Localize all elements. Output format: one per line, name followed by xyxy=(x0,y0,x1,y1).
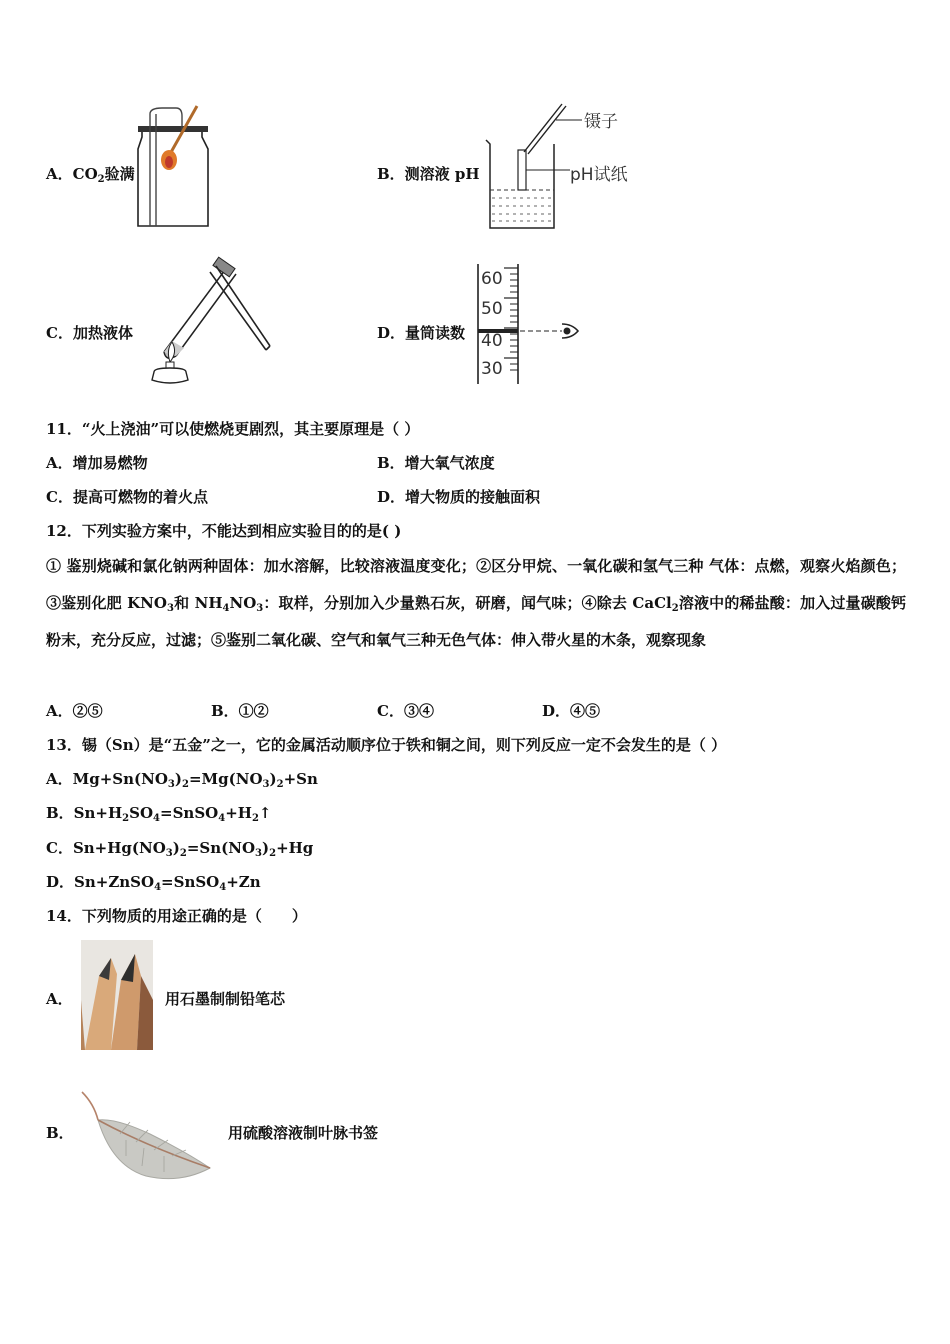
scale-tick-label: 40 xyxy=(481,331,503,351)
eye-icon xyxy=(562,324,578,338)
gas-bottle-figure xyxy=(130,104,220,229)
beaker-ph-figure xyxy=(480,100,630,232)
q12-option-d: D．④⑤ xyxy=(542,702,601,720)
q10-option-b: B．测溶液 pH xyxy=(377,165,480,183)
q11-stem: 11．“火上浇油”可以使燃烧更剧烈，其主要原理是（ ） xyxy=(46,420,420,438)
q11-option-b: B．增大氧气浓度 xyxy=(377,454,495,472)
q12-option-b: B．①② xyxy=(211,702,269,720)
ph-paper-label: pH试纸 xyxy=(570,165,628,185)
option-letter: A． xyxy=(46,165,73,183)
q12-option-a: A．②⑤ xyxy=(46,702,103,720)
q11-option-a: A．增加易燃物 xyxy=(46,454,148,472)
q14-option-a-text: 用石墨制制铅笔芯 xyxy=(165,990,286,1008)
q13-option-c: C．$Sn+Hg(NO_3)_2=Sn(NO_3)_2+Hg$ xyxy=(46,839,314,859)
scale-tick-label: 30 xyxy=(481,359,503,379)
leaf-skeleton-photo xyxy=(76,1090,212,1188)
q10-option-a: A．$CO_2$验满 xyxy=(46,165,135,185)
q13-option-d: D．Sn+ZnSO$_4$=SnSO$_4$+Zn xyxy=(46,873,261,893)
q10-option-d: D．量筒读数 xyxy=(377,324,466,342)
graduated-cylinder-figure xyxy=(474,262,586,386)
q12-statement: ① 鉴别烧碱和氯化钠两种固体：加水溶解，比较溶液温度变化；②区分甲烷、一氧化碳和氢气三种 气体：点燃，观察火焰颜色；③鉴别化肥 $KNO_3$和 $NH_4NO_3$：取样，分别加入少量熟石灰，研磨，闻气味；④除去 CaCl$_2$溶液中的稀盐酸：加入过量碳酸钙粉末，充分反应，过滤；⑤鉴别二氧化碳、空气和氧气三种无色气体：伸入带火星的木条，观察现象 xyxy=(46,557,906,649)
q13-stem: 13．锡（Sn）是“五金”之一，它的金属活动顺序位于铁和铜之间，则下列反应一定不会发生的是（ ） xyxy=(46,736,727,754)
heating-liquid-figure xyxy=(140,256,275,386)
scale-tick-label: 60 xyxy=(481,269,503,289)
q14-option-b-text: 用硫酸溶液制叶脉书签 xyxy=(228,1124,379,1142)
q11-option-c: C．提高可燃物的着火点 xyxy=(46,488,208,506)
q14-stem: 14．下列物质的用途正确的是（ ） xyxy=(46,907,307,925)
q13-option-b: B．$Sn+H_2SO_4=SnSO_4+H_2↑$ xyxy=(46,804,272,824)
q11-option-d: D．增大物质的接触面积 xyxy=(377,488,541,506)
q14-option-b-letter: B． xyxy=(46,1124,74,1142)
pencil-photo xyxy=(81,940,153,1050)
q12-stem: 12．下列实验方案中，不能达到相应实验目的的是( ) xyxy=(46,522,402,540)
q10-option-c: C．加热液体 xyxy=(46,324,133,342)
tweezers-label: 镊子 xyxy=(584,112,618,132)
q12-option-c: C．③④ xyxy=(377,702,434,720)
q14-option-a-letter: A． xyxy=(46,990,73,1008)
scale-tick-label: 50 xyxy=(481,299,503,319)
q13-option-a: A．$Mg+Sn(NO_3)_2=Mg(NO_3)_2+Sn$ xyxy=(46,770,318,790)
